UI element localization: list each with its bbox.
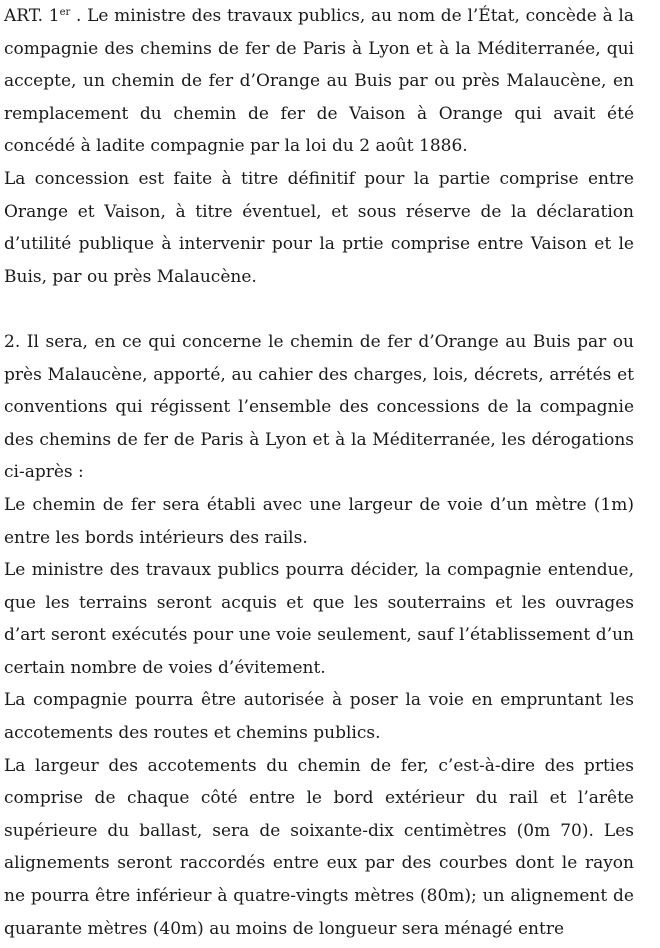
article-2-paragraph: 2. Il sera, en ce qui concerne le chemin de fer d’Orange au Buis par ou près Malaucène, apporté, au cahier des charges, lois, décrets, arrétés et conventions qui régissent l’ensemble des concessions de la compagnie des chemins de fer de Paris à Lyon et à la Méditerranée, les dérogations ci-après : [4, 331, 634, 483]
ballast-width-paragraph: La largeur des accotements du chemin de fer, c’est-à-dire des prties comprise de chaque côté entre le bord extérieur du rail et l’arête supérieure du ballast, sera de soixante-dix centimètres (0m 70). Les alignements seront raccordés entre eux par des courbes dont le rayon ne pourra être inférieur à quatre-vingts mètres (80m); un alignement de quarante mètres (40m) au moins de longueur sera ménagé entre [4, 755, 634, 939]
article-1-text: . Le ministre des travaux publics, au nom de l’État, concède à la compagnie des chemins de fer de Paris à Lyon et à la Méditerranée, qui accepte, un chemin de fer d’Orange au Buis par ou près Malaucène, en remplacement du chemin de fer de Vaison à Orange qui avait été concédé à ladite compagnie par la loi du 2 août 1886. [4, 6, 634, 157]
document-page [4, 0, 634, 945]
track-width-paragraph: Le chemin de fer sera établi avec une largeur de voie d’un mètre (1m) entre les bords intérieurs des rails. [4, 494, 634, 548]
article-label-superscript: er [59, 7, 71, 18]
single-track-paragraph: Le ministre des travaux publics pourra décider, la compagnie entendue, que les terrains seront acquis et que les souterrains et les ouvrages d’art seront exécutés pour une voie seulement, sauf l’établissement d’un certain nombre de voies d’évitement. [4, 560, 634, 678]
article-1-paragraph [4, 0, 634, 163]
paragraph-spacer [4, 293, 634, 326]
road-shoulder-paragraph: La compagnie pourra être autorisée à poser la voie en empruntant les accotements des routes et chemins publics. [4, 690, 634, 744]
article-label: ART. 1 [4, 6, 60, 26]
concession-paragraph: La concession est faite à titre définitif pour la partie comprise entre Orange et Vaison, à titre éventuel, et sous réserve de la déclaration d’utilité publique à intervenir pour la prtie comprise entre Vaison et le Buis, par ou près Malaucène. [4, 168, 634, 287]
